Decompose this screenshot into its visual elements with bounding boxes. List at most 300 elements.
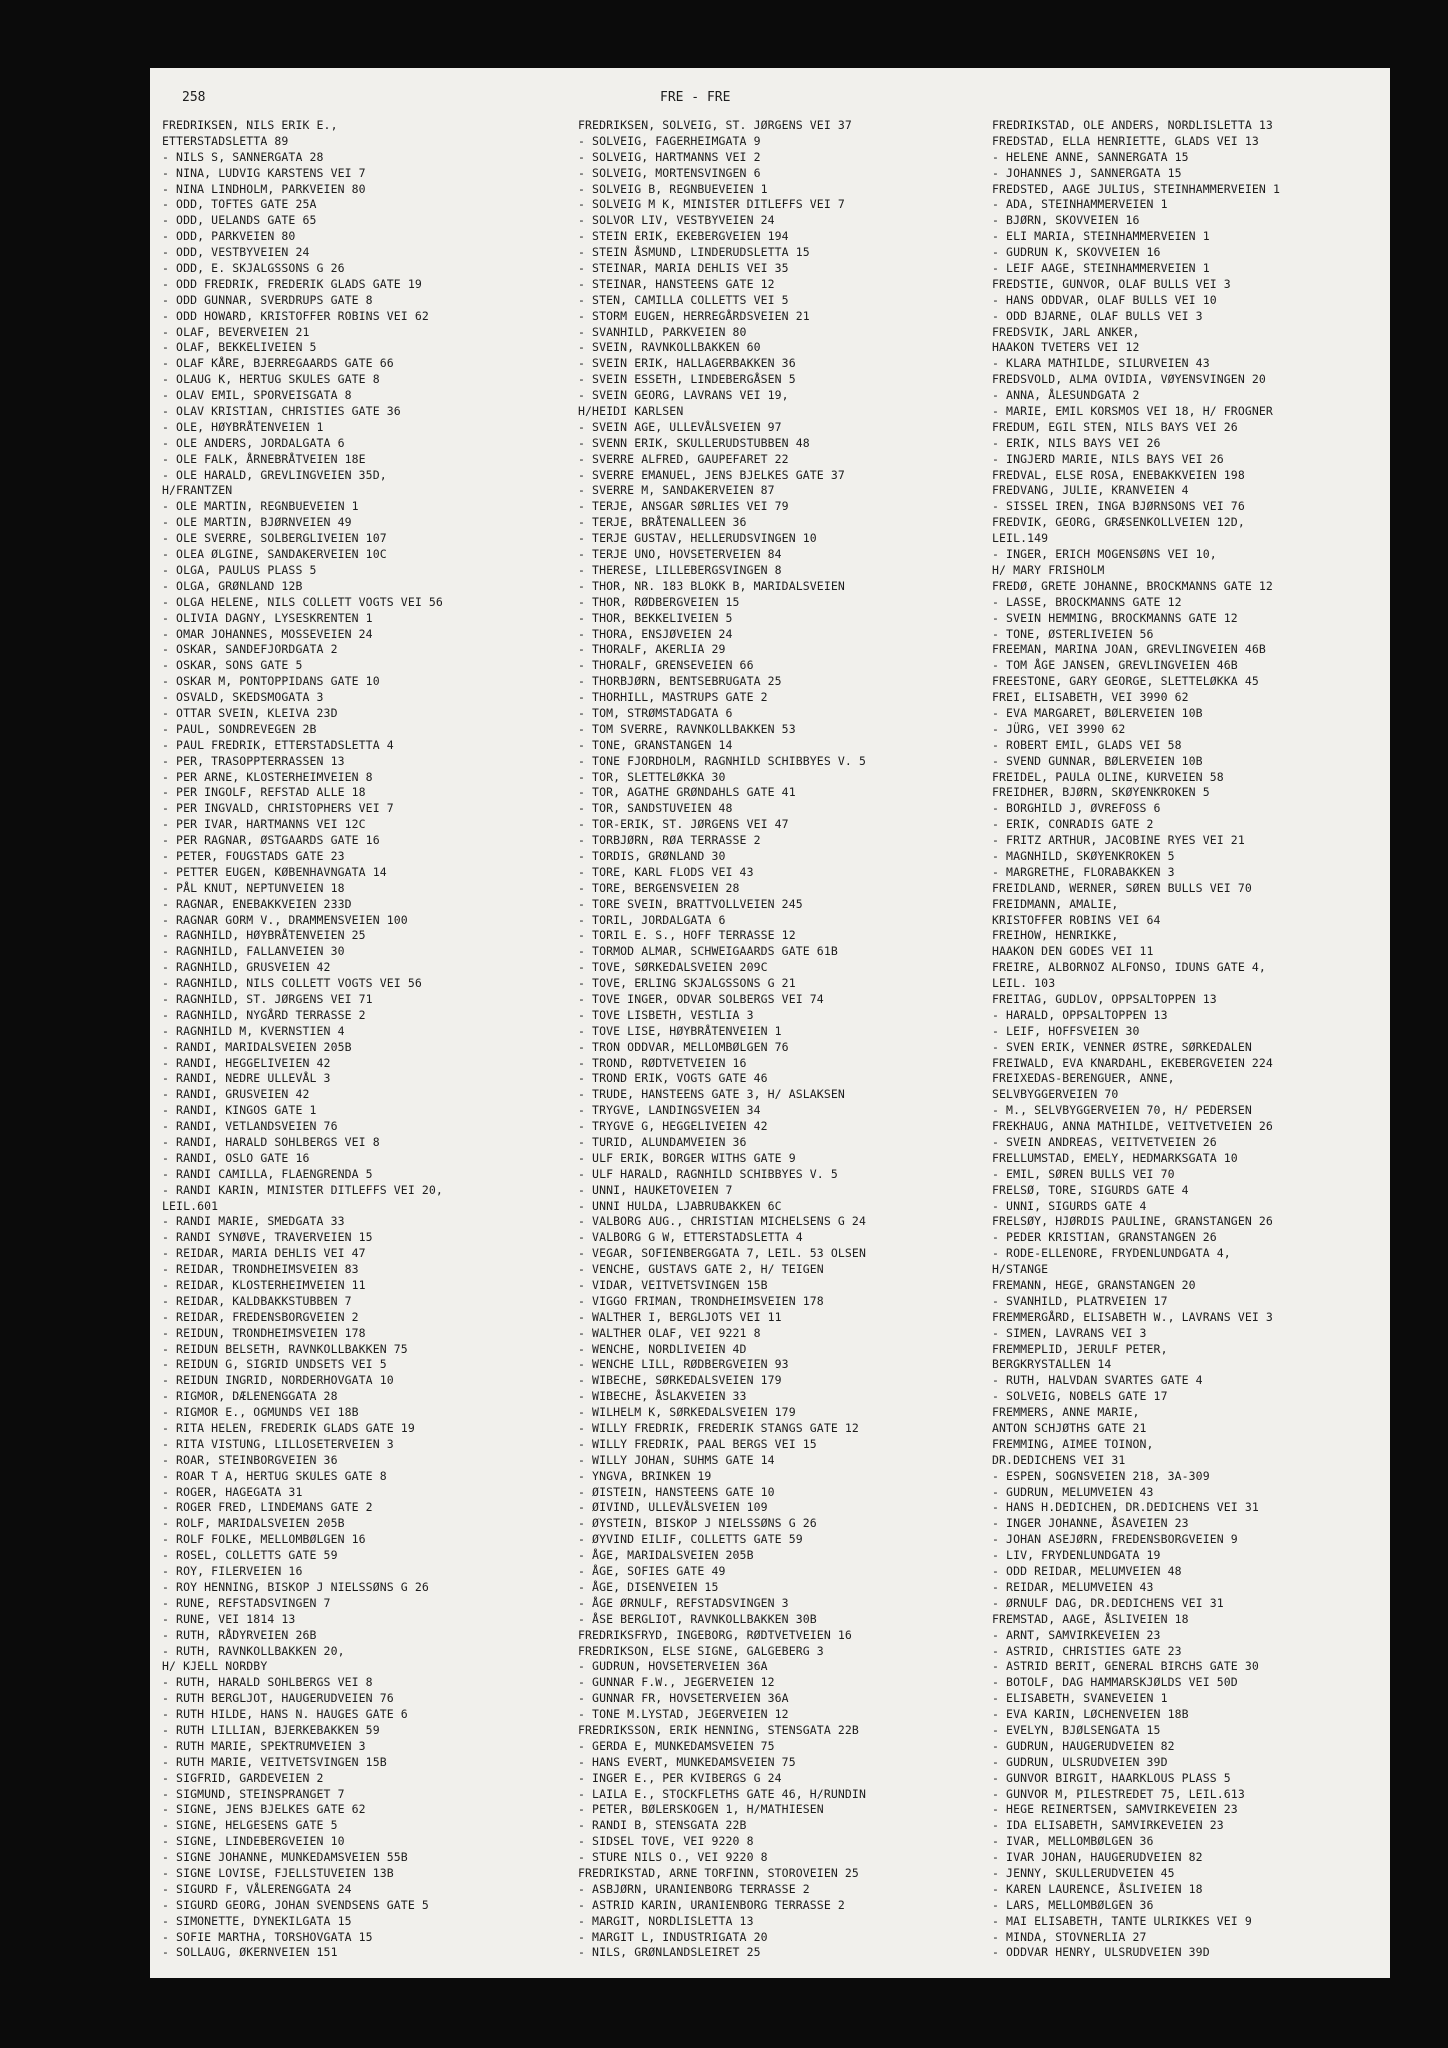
directory-entry: - NILS S, SANNERGATA 28 (162, 149, 324, 164)
directory-entry: - ROAR, STEINBORGVEIEN 36 (162, 1452, 338, 1467)
directory-entry: - STEIN ÅSMUND, LINDERUDSLETTA 15 (578, 245, 810, 260)
directory-entry: - RUTH, RÅDYRVEIEN 26B (162, 1627, 317, 1642)
directory-page (150, 68, 1390, 1978)
directory-entry: - JENNY, SKULLERUDVEIEN 45 (992, 1865, 1175, 1880)
directory-entry: - RUTH MARIE, VEITVETSVINGEN 15B (162, 1754, 387, 1769)
directory-entry: - SVANHILD, PARKVEIEN 80 (578, 324, 747, 339)
directory-entry: - VIGGO FRIMAN, TRONDHEIMSVEIEN 178 (578, 1293, 824, 1308)
directory-entry: - OLEA ØLGINE, SANDAKERVEIEN 10C (162, 547, 387, 562)
directory-entry: - ÅGE, SOFIES GATE 49 (578, 1564, 726, 1579)
directory-entry: - TOVE INGER, ODVAR SOLBERGS VEI 74 (578, 991, 824, 1006)
directory-entry: - YNGVA, BRINKEN 19 (578, 1468, 712, 1483)
directory-entry: - GERDA E, MUNKEDAMSVEIEN 75 (578, 1738, 775, 1753)
directory-entry: - ROAR T A, HERTUG SKULES GATE 8 (162, 1468, 387, 1483)
directory-entry: - OLIVIA DAGNY, LYSESKRENTEN 1 (162, 610, 373, 625)
directory-entry: BERGKRYSTALLEN 14 (992, 1357, 1112, 1372)
directory-entry: - ODD, TOFTES GATE 25A (162, 197, 317, 212)
directory-entry: FREDSVIK, JARL ANKER, (992, 324, 1140, 339)
directory-entry: - ROSEL, COLLETTS GATE 59 (162, 1548, 338, 1563)
page-number: 258 (182, 90, 206, 105)
directory-entry: FREDSTIE, GUNVOR, OLAF BULLS VEI 3 (992, 276, 1231, 291)
directory-entry: - HANS ODDVAR, OLAF BULLS VEI 10 (992, 292, 1217, 307)
directory-entry: - SIGURD GEORG, JOHAN SVENDSENS GATE 5 (162, 1897, 429, 1912)
directory-entry: - ODD, UELANDS GATE 65 (162, 213, 317, 228)
directory-entry: - ODD GUNNAR, SVERDRUPS GATE 8 (162, 292, 373, 307)
directory-entry: - OSKAR, SANDEFJORDGATA 2 (162, 642, 338, 657)
directory-entry: FREDRIKSFRYD, INGEBORG, RØDTVETVEIEN 16 (578, 1627, 852, 1642)
directory-entry: - OSKAR M, PONTOPPIDANS GATE 10 (162, 674, 380, 689)
directory-entry: - THOR, BEKKELIVEIEN 5 (578, 610, 733, 625)
directory-entry: - ÅGE, MARIDALSVEIEN 205B (578, 1548, 754, 1563)
directory-entry: - OLAF KÅRE, BJERREGAARDS GATE 66 (162, 356, 394, 371)
directory-entry: - ODD FREDRIK, FREDERIK GLADS GATE 19 (162, 276, 422, 291)
directory-entry: - SISSEL IREN, INGA BJØRNSONS VEI 76 (992, 499, 1245, 514)
directory-entry: - EVELYN, BJØLSENGATA 15 (992, 1722, 1161, 1737)
directory-entry: FREMANN, HEGE, GRANSTANGEN 20 (992, 1278, 1196, 1293)
directory-entry: - ESPEN, SOGNSVEIEN 218, 3A-309 (992, 1468, 1210, 1483)
directory-entry: - ARNT, SAMVIRKEVEIEN 23 (992, 1627, 1161, 1642)
directory-entry: - ODD, VESTBYVEIEN 24 (162, 245, 310, 260)
directory-entry: - ØISTEIN, HANSTEENS GATE 10 (578, 1484, 775, 1499)
directory-entry: - RODE-ELLENORE, FRYDENLUNDGATA 4, (992, 1246, 1231, 1261)
directory-entry: - PER, TRASOPPTERRASSEN 13 (162, 753, 345, 768)
directory-entry: - TONE M.LYSTAD, JEGERVEIEN 12 (578, 1707, 789, 1722)
directory-entry: FREDRIKSEN, NILS ERIK E., (162, 118, 338, 132)
directory-entry: - PER INGVALD, CHRISTOPHERS VEI 7 (162, 801, 394, 816)
directory-entry: FREDRIKSTAD, OLE ANDERS, NORDLISLETTA 13 (992, 118, 1273, 132)
directory-entry: - SIGNE, JENS BJELKES GATE 62 (162, 1802, 366, 1817)
directory-entry: - GUNVOR BIRGIT, HAARKLOUS PLASS 5 (992, 1770, 1231, 1785)
directory-entry: - PEDER KRISTIAN, GRANSTANGEN 26 (992, 1230, 1217, 1245)
directory-entry: - HEGE REINERTSEN, SAMVIRKEVEIEN 23 (992, 1802, 1238, 1817)
directory-entry: - ANNA, ÅLESUNDGATA 2 (992, 388, 1140, 403)
directory-entry: FREIDMANN, AMALIE, (992, 896, 1119, 911)
directory-entry: - PETTER EUGEN, KØBENHAVNGATA 14 (162, 864, 387, 879)
directory-entry: - ROGER, HAGEGATA 31 (162, 1484, 303, 1499)
directory-entry: - INGJERD MARIE, NILS BAYS VEI 26 (992, 451, 1224, 466)
directory-entry: - ÅGE, DISENVEIEN 15 (578, 1579, 719, 1594)
directory-entry: - THOR, RØDBERGVEIEN 15 (578, 594, 740, 609)
directory-entry: - RANDI B, STENSGATA 22B (578, 1818, 747, 1833)
directory-entry: - GUDRUN K, SKOVVEIEN 16 (992, 245, 1161, 260)
directory-entry: FREDVIK, GEORG, GRÆSENKOLLVEIEN 12D, (992, 515, 1245, 530)
directory-entry: - WILLY JOHAN, SUHMS GATE 14 (578, 1452, 775, 1467)
directory-entry: - OLE MARTIN, REGNBUEVEIEN 1 (162, 499, 359, 514)
directory-entry: - MAGNHILD, SKØYENKROKEN 5 (992, 848, 1175, 863)
directory-entry: - JOHAN ASEJØRN, FREDENSBORGVEIEN 9 (992, 1532, 1238, 1547)
directory-entry: - RAGNHILD M, KVERNSTIEN 4 (162, 1023, 345, 1038)
directory-entry: - TORIL, JORDALGATA 6 (578, 912, 726, 927)
directory-entry: - TURID, ALUNDAMVEIEN 36 (578, 1135, 747, 1149)
directory-entry: - OLAV EMIL, SPORVEISGATA 8 (162, 388, 352, 403)
directory-entry: - VENCHE, GUSTAVS GATE 2, H/ TEIGEN (578, 1262, 824, 1277)
directory-entry: - ULF HARALD, RAGNHILD SCHIBBYES V. 5 (578, 1166, 838, 1181)
directory-entry: - IVAR JOHAN, HAUGERUDVEIEN 82 (992, 1850, 1203, 1865)
directory-entry: - TONE FJORDHOLM, RAGNHILD SCHIBBYES V. 5 (578, 753, 866, 768)
directory-entry: - PER RAGNAR, ØSTGAARDS GATE 16 (162, 833, 380, 848)
directory-entry: FRELLUMSTAD, EMELY, HEDMARKSGATA 10 (992, 1150, 1238, 1165)
directory-entry: - ØIVIND, ULLEVÅLSVEIEN 109 (578, 1500, 768, 1515)
directory-entry: - HANS H.DEDICHEN, DR.DEDICHENS VEI 31 (992, 1500, 1259, 1515)
directory-entry: - THORALF, AKERLIA 29 (578, 642, 726, 657)
directory-entry: - GUNVOR M, PILESTREDET 75, LEIL.613 (992, 1786, 1245, 1801)
directory-entry: - OSVALD, SKEDSMOGATA 3 (162, 690, 324, 705)
directory-entry: - JÜRG, VEI 3990 62 (992, 721, 1126, 736)
directory-entry: FREIXEDAS-BERENGUER, ANNE, (992, 1071, 1175, 1086)
directory-entry: - BOTOLF, DAG HAMMARSKJØLDS VEI 50D (992, 1675, 1238, 1690)
directory-entry: - WILHELM K, SØRKEDALSVEIEN 179 (578, 1405, 796, 1420)
directory-entry: H/HEIDI KARLSEN (578, 404, 684, 419)
directory-entry: - SIGNE LOVISE, FJELLSTUVEIEN 13B (162, 1865, 394, 1880)
directory-entry: - RIGMOR E., OGMUNDS VEI 18B (162, 1405, 359, 1420)
directory-entry: - ÅSE BERGLIOT, RAVNKOLLBAKKEN 30B (578, 1611, 817, 1626)
directory-entry: FREMMERGÅRD, ELISABETH W., LAVRANS VEI 3 (992, 1309, 1273, 1324)
directory-entry: - MINDA, STOVNERLIA 27 (992, 1929, 1147, 1944)
directory-entry: - HELENE ANNE, SANNERGATA 15 (992, 149, 1189, 164)
directory-entry: - OSKAR, SONS GATE 5 (162, 658, 303, 673)
directory-entry: LEIL.149 (992, 531, 1049, 546)
running-head: FRE - FRE (660, 90, 731, 105)
directory-entry: - EMIL, SØREN BULLS VEI 70 (992, 1166, 1175, 1181)
directory-entry: - SVEN ERIK, VENNER ØSTRE, SØRKEDALEN (992, 1039, 1252, 1054)
directory-entry: FREI, ELISABETH, VEI 3990 62 (992, 690, 1189, 705)
directory-entry: FREMMEPLID, JERULF PETER, (992, 1341, 1168, 1356)
directory-entry: - TOVE, ERLING SKJALGSSONS G 21 (578, 976, 796, 991)
directory-entry: - TOM SVERRE, RAVNKOLLBAKKEN 53 (578, 721, 796, 736)
directory-entry: FREDRIKSTAD, ARNE TORFINN, STOROVEIEN 25 (578, 1865, 859, 1880)
directory-entry: - THORA, ENSJØVEIEN 24 (578, 626, 733, 641)
directory-entry: - ODD BJARNE, OLAF BULLS VEI 3 (992, 308, 1203, 323)
directory-entry: - TERJE GUSTAV, HELLERUDSVINGEN 10 (578, 531, 817, 546)
directory-entry: - IDA ELISABETH, SAMVIRKEVEIEN 23 (992, 1818, 1224, 1833)
directory-entry: - GUDRUN, MELUMVEIEN 43 (992, 1484, 1154, 1499)
directory-entry: - TORE SVEIN, BRATTVOLLVEIEN 245 (578, 896, 803, 911)
directory-entry: - RAGNAR GORM V., DRAMMENSVEIEN 100 (162, 912, 408, 927)
directory-entry: - RANDI SYNØVE, TRAVERVEIEN 15 (162, 1230, 373, 1245)
directory-entry: - OMAR JOHANNES, MOSSEVEIEN 24 (162, 626, 373, 641)
directory-entry: - ASTRID, CHRISTIES GATE 23 (992, 1643, 1182, 1658)
directory-entry: FREMMING, AIMEE TOINON, (992, 1436, 1154, 1451)
directory-entry: HAAKON DEN GODES VEI 11 (992, 944, 1154, 959)
directory-entry: - REIDUN INGRID, NORDERHOVGATA 10 (162, 1373, 394, 1388)
directory-entry: - ROLF FOLKE, MELLOMBØLGEN 16 (162, 1532, 366, 1547)
directory-entry: - THORBJØRN, BENTSEBRUGATA 25 (578, 674, 782, 689)
directory-entry: - SVEIN GEORG, LAVRANS VEI 19, (578, 388, 789, 403)
directory-entry: - TERJE, BRÅTENALLEEN 36 (578, 515, 747, 530)
directory-entry: FREDVAL, ELSE ROSA, ENEBAKKVEIEN 198 (992, 467, 1245, 482)
directory-entry: - LEIF AAGE, STEINHAMMERVEIEN 1 (992, 261, 1210, 276)
directory-entry: FREIDHER, BJØRN, SKØYENKROKEN 5 (992, 785, 1210, 800)
directory-entry: - INGER, ERICH MOGENSØNS VEI 10, (992, 547, 1217, 562)
directory-entry: - TOVE LISE, HØYBRÅTENVEIEN 1 (578, 1023, 782, 1038)
directory-entry: - TOR, SANDSTUVEIEN 48 (578, 801, 733, 816)
directory-entry: - MARGIT L, INDUSTRIGATA 20 (578, 1929, 768, 1944)
directory-entry: - PÅL KNUT, NEPTUNVEIEN 18 (162, 880, 345, 895)
directory-entry: - PETER, FOUGSTADS GATE 23 (162, 848, 345, 863)
directory-entry: FREIDEL, PAULA OLINE, KURVEIEN 58 (992, 769, 1224, 784)
directory-entry: FREMMERS, ANNE MARIE, (992, 1405, 1140, 1420)
directory-entry: - SOLVEIG M K, MINISTER DITLEFFS VEI 7 (578, 197, 845, 212)
directory-entry: - RAGNAR, ENEBAKKVEIEN 233D (162, 896, 352, 911)
directory-entry: FREITAG, GUDLOV, OPPSALTOPPEN 13 (992, 991, 1217, 1006)
directory-entry: - REIDAR, KLOSTERHEIMVEIEN 11 (162, 1278, 366, 1293)
column-1 (162, 118, 562, 1961)
directory-entry: - OLAUG K, HERTUG SKULES GATE 8 (162, 372, 380, 387)
directory-entry: - ØYSTEIN, BISKOP J NIELSSØNS G 26 (578, 1516, 817, 1531)
directory-entry: - TORDIS, GRØNLAND 30 (578, 848, 726, 863)
directory-entry: - FRITZ ARTHUR, JACOBINE RYES VEI 21 (992, 833, 1245, 848)
directory-entry: - PER ARNE, KLOSTERHEIMVEIEN 8 (162, 769, 373, 784)
directory-entry: HAAKON TVETERS VEI 12 (992, 340, 1140, 355)
directory-entry: - WIBECHE, SØRKEDALSVEIEN 179 (578, 1373, 782, 1388)
directory-entry: - PER IVAR, HARTMANNS VEI 12C (162, 817, 366, 832)
directory-entry: - MARIE, EMIL KORSMOS VEI 18, H/ FROGNER (992, 404, 1273, 419)
directory-entry: - SIGNE JOHANNE, MUNKEDAMSVEIEN 55B (162, 1850, 408, 1865)
directory-entry: - OLAF, BEVERVEIEN 21 (162, 324, 310, 339)
directory-entry: - RANDI, VETLANDSVEIEN 76 (162, 1119, 338, 1134)
directory-entry: - UNNI, SIGURDS GATE 4 (992, 1198, 1147, 1213)
directory-entry: - STEINAR, HANSTEENS GATE 12 (578, 276, 775, 291)
directory-entry: - SOLLAUG, ØKERNVEIEN 151 (162, 1945, 338, 1960)
directory-entry: - OTTAR SVEIN, KLEIVA 23D (162, 705, 338, 720)
directory-entry: - IVAR, MELLOMBØLGEN 36 (992, 1834, 1154, 1849)
directory-entry: - OLE SVERRE, SOLBERGLIVEIEN 107 (162, 531, 387, 546)
directory-entry: - NILS, GRØNLANDSLEIRET 25 (578, 1945, 761, 1960)
directory-entry: - M., SELVBYGGERVEIEN 70, H/ PEDERSEN (992, 1103, 1252, 1118)
directory-entry: - KAREN LAURENCE, ÅSLIVEIEN 18 (992, 1881, 1203, 1896)
directory-entry: - ERIK, NILS BAYS VEI 26 (992, 435, 1161, 450)
directory-entry: - RANDI, KINGOS GATE 1 (162, 1103, 317, 1118)
directory-entry: LEIL. 103 (992, 976, 1056, 991)
directory-entry: - TOR, SLETTELØKKA 30 (578, 769, 726, 784)
directory-entry: - RAGNHILD, GRUSVEIEN 42 (162, 960, 331, 975)
directory-entry: - REIDAR, FREDENSBORGVEIEN 2 (162, 1309, 359, 1324)
directory-entry: - ERIK, CONRADIS GATE 2 (992, 817, 1154, 832)
directory-entry: - SOLVEIG, HARTMANNS VEI 2 (578, 149, 761, 164)
directory-entry: FREESTONE, GARY GEORGE, SLETTELØKKA 45 (992, 674, 1259, 689)
directory-entry: FREIDLAND, WERNER, SØREN BULLS VEI 70 (992, 880, 1252, 895)
directory-entry: - VALBORG G W, ETTERSTADSLETTA 4 (578, 1230, 803, 1245)
directory-entry: - ROY HENNING, BISKOP J NIELSSØNS G 26 (162, 1579, 429, 1594)
directory-entry: FREDVANG, JULIE, KRANVEIEN 4 (992, 483, 1189, 498)
directory-entry: - TERJE, ANSGAR SØRLIES VEI 79 (578, 499, 789, 514)
directory-entry: - TORE, KARL FLODS VEI 43 (578, 864, 754, 879)
directory-entry: - TORMOD ALMAR, SCHWEIGAARDS GATE 61B (578, 944, 838, 959)
directory-entry: - GUDRUN, HOVSETERVEIEN 36A (578, 1659, 768, 1674)
directory-entry: - RITA HELEN, FREDERIK GLADS GATE 19 (162, 1421, 415, 1436)
directory-entry: - RIGMOR, DÆLENENGGATA 28 (162, 1389, 338, 1404)
directory-entry: - THORHILL, MASTRUPS GATE 2 (578, 690, 768, 705)
directory-entry: - OLE ANDERS, JORDALGATA 6 (162, 435, 345, 450)
directory-entry: - OLE, HØYBRÅTENVEIEN 1 (162, 419, 324, 434)
directory-entry: - ØRNULF DAG, DR.DEDICHENS VEI 31 (992, 1595, 1224, 1610)
directory-entry: - TONE, GRANSTANGEN 14 (578, 737, 733, 752)
directory-entry: - ROBERT EMIL, GLADS VEI 58 (992, 737, 1182, 752)
directory-entry: FREDRIKSSON, ERIK HENNING, STENSGATA 22B (578, 1722, 859, 1737)
directory-entry: - TERJE UNO, HOVSETERVEIEN 84 (578, 547, 782, 562)
directory-entry: - SVERRE M, SANDAKERVEIEN 87 (578, 483, 775, 498)
directory-entry: - SVEIN HEMMING, BROCKMANNS GATE 12 (992, 610, 1238, 625)
directory-entry: - NINA, LUDVIG KARSTENS VEI 7 (162, 165, 366, 180)
directory-entry: H/FRANTZEN (162, 483, 233, 498)
directory-entry: - RUNE, REFSTADSVINGEN 7 (162, 1595, 331, 1610)
directory-entry: - RUTH, HARALD SOHLBERGS VEI 8 (162, 1675, 373, 1690)
directory-entry: - ODD HOWARD, KRISTOFFER ROBINS VEI 62 (162, 308, 429, 323)
directory-entry: - TOM ÅGE JANSEN, GREVLINGVEIEN 46B (992, 658, 1238, 673)
directory-entry: - WENCHE LILL, RØDBERGVEIEN 93 (578, 1357, 789, 1372)
directory-entry: - SIGFRID, GARDEVEIEN 2 (162, 1770, 324, 1785)
directory-entry: - ODD, PARKVEIEN 80 (162, 229, 296, 244)
directory-entry: H/ MARY FRISHOLM (992, 562, 1105, 577)
directory-entry: - ADA, STEINHAMMERVEIEN 1 (992, 197, 1168, 212)
directory-entry: - STEINAR, MARIA DEHLIS VEI 35 (578, 261, 789, 276)
directory-entry: - OLE FALK, ÅRNEBRÅTVEIEN 18E (162, 451, 366, 466)
column-3 (992, 118, 1388, 1961)
directory-entry: - STEN, CAMILLA COLLETTS VEI 5 (578, 292, 789, 307)
directory-entry: FRELSØ, TORE, SIGURDS GATE 4 (992, 1182, 1189, 1197)
directory-entry: - REIDUN BELSETH, RAVNKOLLBAKKEN 75 (162, 1341, 408, 1356)
directory-entry: FREDSTED, AAGE JULIUS, STEINHAMMERVEIEN 1 (992, 181, 1280, 196)
directory-entry: - SOLVEIG, MORTENSVINGEN 6 (578, 165, 761, 180)
directory-entry: - SVEIN ANDREAS, VEITVETVEIEN 26 (992, 1135, 1217, 1149)
directory-entry: - TRYGVE, LANDINGSVEIEN 34 (578, 1103, 761, 1118)
directory-entry: - RUTH MARIE, SPEKTRUMVEIEN 3 (162, 1738, 366, 1753)
directory-entry: - REIDAR, KALDBAKKSTUBBEN 7 (162, 1293, 352, 1308)
directory-entry: - ASBJØRN, URANIENBORG TERRASSE 2 (578, 1881, 810, 1896)
directory-entry: SELVBYGGERVEIEN 70 (992, 1087, 1119, 1102)
directory-entry: - LEIF, HOFFSVEIEN 30 (992, 1023, 1140, 1038)
directory-entry: - TOVE, SØRKEDALSVEIEN 209C (578, 960, 768, 975)
directory-entry: - INGER JOHANNE, ÅSAVEIEN 23 (992, 1516, 1189, 1531)
directory-entry: - RUTH, RAVNKOLLBAKKEN 20, (162, 1643, 345, 1658)
directory-entry: - OLAV KRISTIAN, CHRISTIES GATE 36 (162, 404, 401, 419)
directory-entry: - REIDAR, TRONDHEIMSVEIEN 83 (162, 1262, 359, 1277)
directory-entry: - RAGNHILD, FALLANVEIEN 30 (162, 944, 345, 959)
directory-entry: - RANDI, OSLO GATE 16 (162, 1150, 310, 1165)
directory-entry: - ULF ERIK, BORGER WITHS GATE 9 (578, 1150, 796, 1165)
directory-entry: - RAGNHILD, NILS COLLETT VOGTS VEI 56 (162, 976, 422, 991)
directory-entry: FREMSTAD, AAGE, ÅSLIVEIEN 18 (992, 1611, 1189, 1626)
directory-entry: - ROLF, MARIDALSVEIEN 205B (162, 1516, 345, 1531)
directory-entry: - ELI MARIA, STEINHAMMERVEIEN 1 (992, 229, 1210, 244)
directory-entry: - ROGER FRED, LINDEMANS GATE 2 (162, 1500, 373, 1515)
directory-entry: - RANDI MARIE, SMEDGATA 33 (162, 1214, 345, 1229)
directory-entry: - KLARA MATHILDE, SILURVEIEN 43 (992, 356, 1210, 371)
directory-entry: - LIV, FRYDENLUNDGATA 19 (992, 1548, 1161, 1563)
directory-entry: - SIGNE, HELGESENS GATE 5 (162, 1818, 338, 1833)
directory-entry: - ODDVAR HENRY, ULSRUDVEIEN 39D (992, 1945, 1210, 1960)
directory-entry: - RITA VISTUNG, LILLOSETERVEIEN 3 (162, 1436, 394, 1451)
directory-entry: - RAGNHILD, ST. JØRGENS VEI 71 (162, 991, 373, 1006)
directory-entry: - LASSE, BROCKMANNS GATE 12 (992, 594, 1182, 609)
directory-entry: H/STANGE (992, 1262, 1049, 1277)
directory-entry: - OLGA HELENE, NILS COLLETT VOGTS VEI 56 (162, 594, 443, 609)
directory-entry: - TONE, ØSTERLIVEIEN 56 (992, 626, 1154, 641)
directory-entry: - WIBECHE, ÅSLAKVEIEN 33 (578, 1389, 747, 1404)
directory-entry: - ROY, FILERVEIEN 16 (162, 1564, 303, 1579)
directory-entry: - PER INGOLF, REFSTAD ALLE 18 (162, 785, 366, 800)
directory-entry: - THORALF, GRENSEVEIEN 66 (578, 658, 754, 673)
directory-entry: FREDUM, EGIL STEN, NILS BAYS VEI 26 (992, 419, 1238, 434)
directory-entry: - SOLVOR LIV, VESTBYVEIEN 24 (578, 213, 775, 228)
directory-entry: DR.DEDICHENS VEI 31 (992, 1452, 1126, 1467)
column-2 (578, 118, 978, 1961)
directory-entry: - REIDAR, MARIA DEHLIS VEI 47 (162, 1246, 366, 1261)
directory-entry: - OLE HARALD, GREVLINGVEIEN 35D, (162, 467, 387, 482)
directory-entry: KRISTOFFER ROBINS VEI 64 (992, 912, 1161, 927)
directory-entry: - TOR-ERIK, ST. JØRGENS VEI 47 (578, 817, 789, 832)
directory-entry: - SVERRE ALFRED, GAUPEFARET 22 (578, 451, 789, 466)
directory-entry: FREIRE, ALBORNOZ ALFONSO, IDUNS GATE 4, (992, 960, 1266, 975)
directory-entry: - SOLVEIG, NOBELS GATE 17 (992, 1389, 1168, 1404)
directory-entry: FREDØ, GRETE JOHANNE, BROCKMANNS GATE 12 (992, 578, 1273, 593)
directory-entry: H/ KJELL NORDBY (162, 1659, 268, 1674)
directory-entry: - RAGNHILD, HØYBRÅTENVEIEN 25 (162, 928, 366, 943)
directory-entry: - TRON ODDVAR, MELLOMBØLGEN 76 (578, 1039, 789, 1054)
directory-entry: - INGER E., PER KVIBERGS G 24 (578, 1770, 782, 1785)
directory-entry: FREKHAUG, ANNA MATHILDE, VEITVETVEIEN 26 (992, 1119, 1273, 1134)
directory-entry: - ÅGE ØRNULF, REFSTADSVINGEN 3 (578, 1595, 789, 1610)
directory-entry: - GUDRUN, ULSRUDVEIEN 39D (992, 1754, 1168, 1769)
directory-entry: - RUTH LILLIAN, BJERKEBAKKEN 59 (162, 1722, 380, 1737)
directory-entry: FREIWALD, EVA KNARDAHL, EKEBERGVEIEN 224 (992, 1055, 1273, 1070)
directory-entry: - WILLY FREDRIK, PAAL BERGS VEI 15 (578, 1436, 817, 1451)
directory-entry: - MARGRETHE, FLORABAKKEN 3 (992, 864, 1175, 879)
directory-entry: - JOHANNES J, SANNERGATA 15 (992, 165, 1182, 180)
directory-entry: - TOR, AGATHE GRØNDAHLS GATE 41 (578, 785, 796, 800)
directory-entry: - GUDRUN, HAUGERUDVEIEN 82 (992, 1738, 1175, 1753)
directory-entry: - ODD REIDAR, MELUMVEIEN 48 (992, 1564, 1182, 1579)
directory-entry: - ØYVIND EILIF, COLLETTS GATE 59 (578, 1532, 803, 1547)
directory-entry: ANTON SCHJØTHS GATE 21 (992, 1421, 1147, 1436)
directory-entry: - ODD, E. SKJALGSSONS G 26 (162, 261, 345, 276)
directory-entry: - SIMONETTE, DYNEKILGATA 15 (162, 1913, 352, 1928)
directory-entry: - RANDI, HEGGELIVEIEN 42 (162, 1055, 331, 1070)
directory-entry: - TOM, STRØMSTADGATA 6 (578, 705, 733, 720)
directory-entry: - RUTH BERGLJOT, HAUGERUDVEIEN 76 (162, 1691, 394, 1706)
directory-entry: - SIGMUND, STEINSPRANGET 7 (162, 1786, 345, 1801)
directory-entry: - WALTHER OLAF, VEI 9221 8 (578, 1325, 761, 1340)
directory-entry: - RANDI CAMILLA, FLAENGRENDA 5 (162, 1166, 373, 1181)
directory-entry: - MARGIT, NORDLISLETTA 13 (578, 1913, 754, 1928)
directory-entry: FREDRIKSEN, SOLVEIG, ST. JØRGENS VEI 37 (578, 118, 852, 132)
directory-entry: - SVEND GUNNAR, BØLERVEIEN 10B (992, 753, 1203, 768)
directory-entry: - RANDI, NEDRE ULLEVÅL 3 (162, 1071, 331, 1086)
directory-entry: - ASTRID KARIN, URANIENBORG TERRASSE 2 (578, 1897, 845, 1912)
directory-entry: - WALTHER I, BERGLJOTS VEI 11 (578, 1309, 782, 1324)
directory-entry: - OLAF, BEKKELIVEIEN 5 (162, 340, 317, 355)
directory-entry: - VEGAR, SOFIENBERGGATA 7, LEIL. 53 OLSEN (578, 1246, 866, 1261)
directory-entry: - SVEIN ERIK, HALLAGERBAKKEN 36 (578, 356, 796, 371)
directory-entry: - VIDAR, VEITVETSVINGEN 15B (578, 1278, 768, 1293)
directory-entry: - RAGNHILD, NYGÅRD TERRASSE 2 (162, 1007, 366, 1022)
directory-entry: - TROND ERIK, VOGTS GATE 46 (578, 1071, 768, 1086)
directory-entry: - GUNNAR F.W., JEGERVEIEN 12 (578, 1675, 775, 1690)
directory-entry: - BORGHILD J, ØVREFOSS 6 (992, 801, 1161, 816)
directory-entry: FREDRIKSON, ELSE SIGNE, GALGEBERG 3 (578, 1643, 824, 1658)
directory-entry: - SVANHILD, PLATRVEIEN 17 (992, 1293, 1168, 1308)
directory-entry: - NINA LINDHOLM, PARKVEIEN 80 (162, 181, 366, 196)
directory-entry: - SIMEN, LAVRANS VEI 3 (992, 1325, 1147, 1340)
directory-entry: - RUNE, VEI 1814 13 (162, 1611, 296, 1626)
directory-entry: - REIDUN G, SIGRID UNDSETS VEI 5 (162, 1357, 387, 1372)
directory-entry: - TROND, RØDTVETVEIEN 16 (578, 1055, 747, 1070)
directory-entry: ETTERSTADSLETTA 89 (162, 133, 289, 148)
directory-entry: - RANDI, MARIDALSVEIEN 205B (162, 1039, 352, 1054)
directory-entry: FREEMAN, MARINA JOAN, GREVLINGVEIEN 46B (992, 642, 1266, 657)
directory-entry: - PAUL FREDRIK, ETTERSTADSLETTA 4 (162, 737, 394, 752)
directory-entry: - THOR, NR. 183 BLOKK B, MARIDALSVEIEN (578, 578, 845, 593)
